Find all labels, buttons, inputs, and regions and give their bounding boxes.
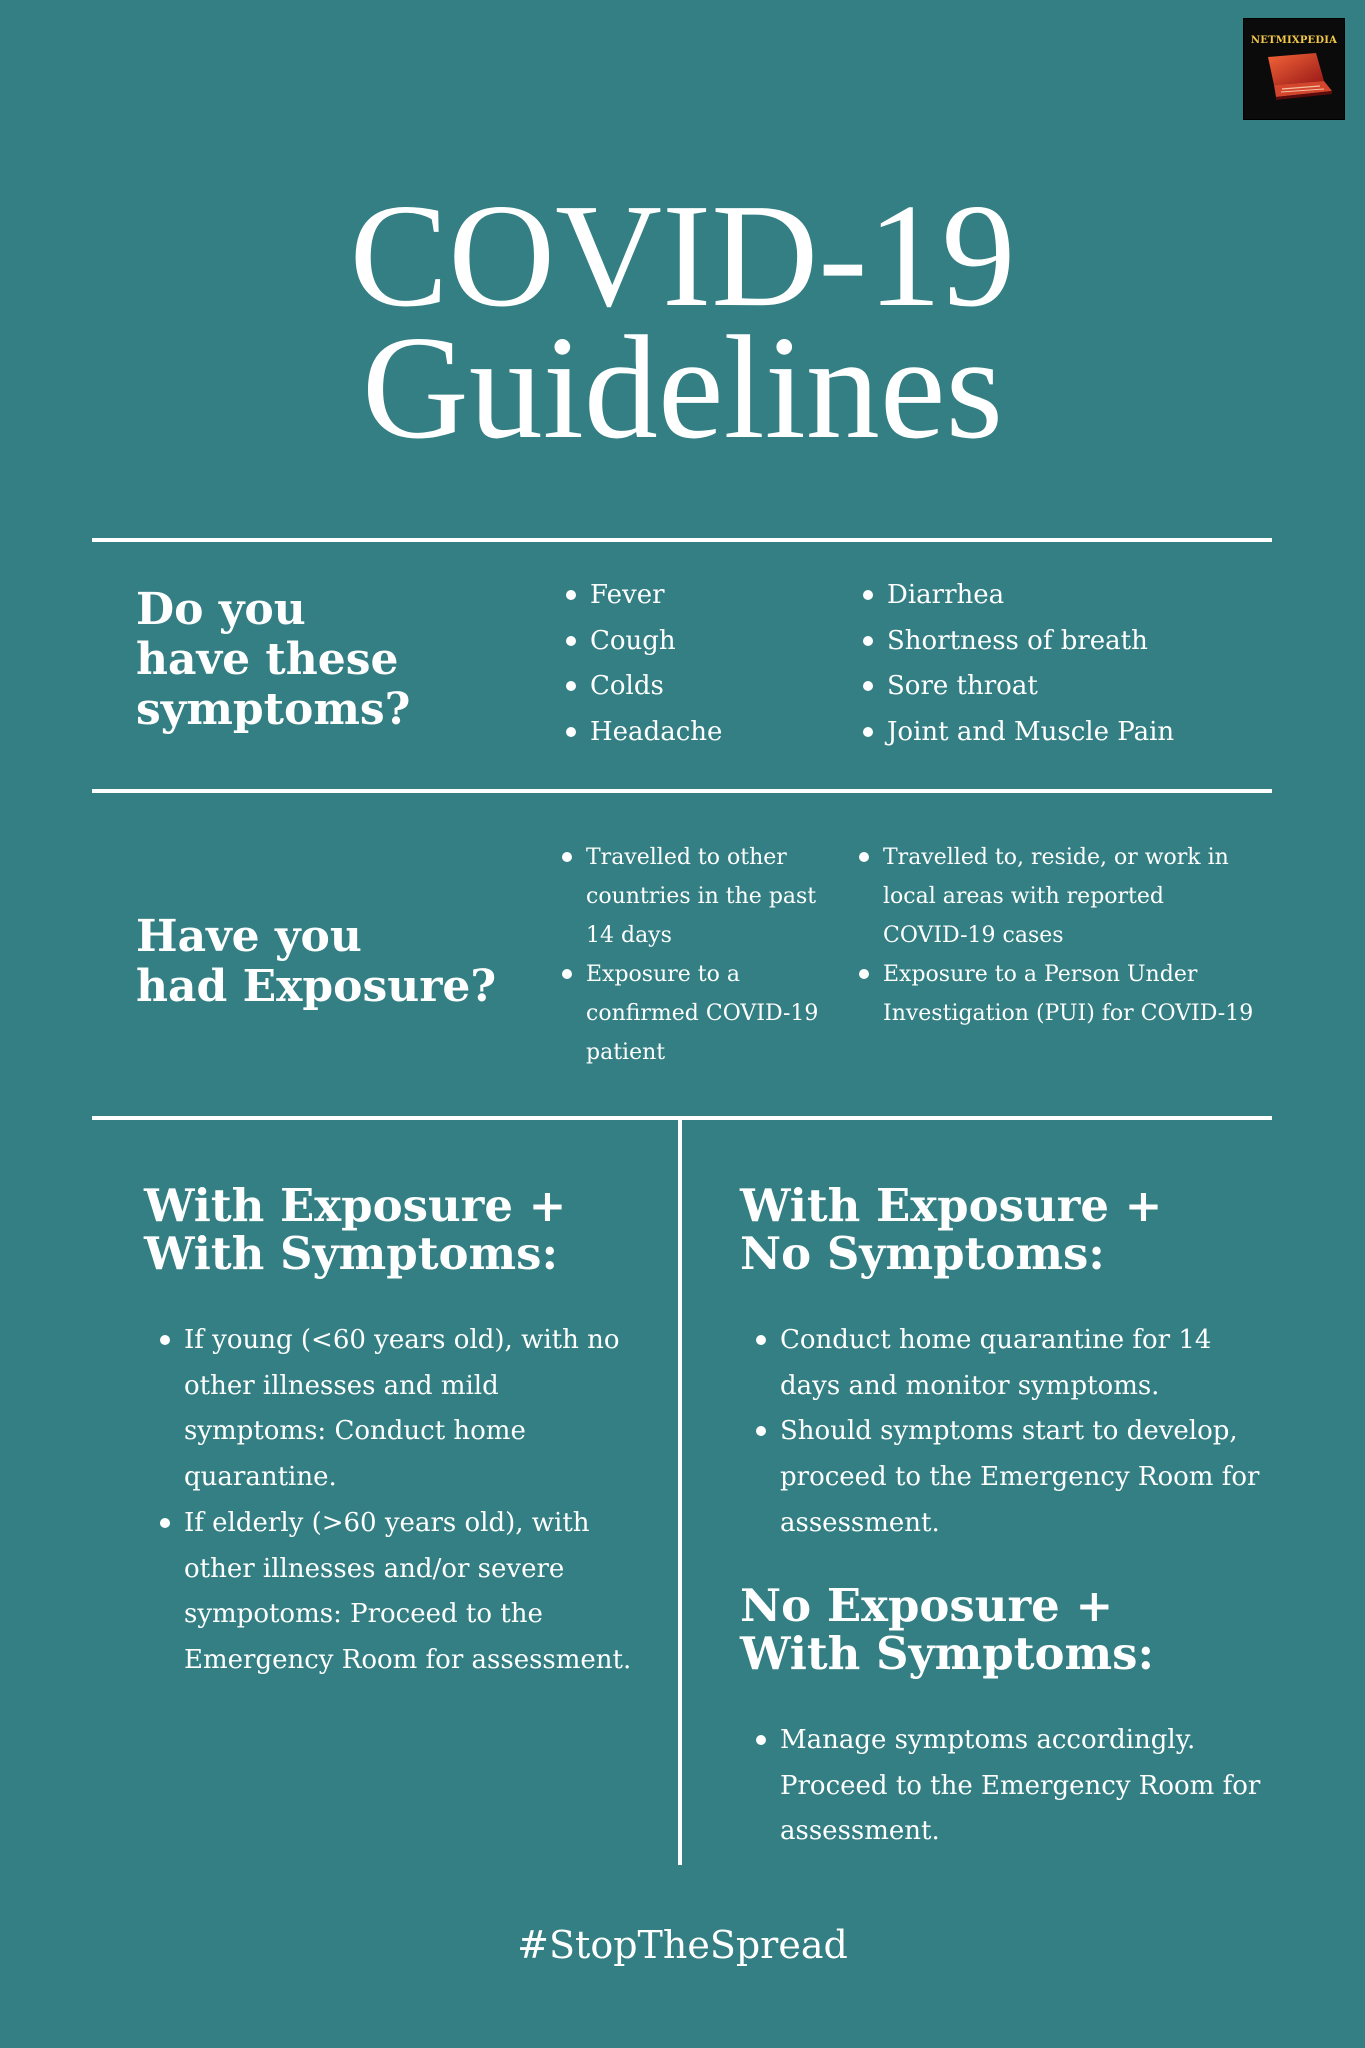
- with-exposure-no-symptoms-list: [754, 1318, 1259, 1547]
- advice-item: [158, 1501, 631, 1684]
- symptom-item: Colds: [564, 664, 722, 710]
- exposure-item-line: Exposure to a Person Under: [883, 962, 1198, 987]
- symptom-item: Shortness of breath: [861, 619, 1174, 665]
- exposure-item: [857, 955, 1253, 1033]
- exposure-item-line: Travelled to, reside, or work in: [883, 845, 1229, 870]
- divider-middle: [92, 789, 1272, 793]
- symptom-list-1: [564, 573, 722, 755]
- advice-line: Should symptoms start to develop,: [780, 1416, 1238, 1447]
- advice-line: other illnesses and mild: [184, 1370, 499, 1401]
- section-heading-line: No Symptoms:: [740, 1227, 1105, 1280]
- with-exposure-with-symptoms-list: [158, 1318, 631, 1684]
- section-heading-line: No Exposure +: [740, 1579, 1114, 1632]
- symptoms-question-line: have these: [136, 634, 399, 685]
- section-heading-line: With Exposure +: [144, 1179, 567, 1232]
- with-exposure-with-symptoms-heading: [144, 1179, 567, 1280]
- symptom-list-2: [861, 573, 1174, 755]
- divider-bottom: [92, 1116, 1272, 1120]
- symptom-item: Diarrhea: [861, 573, 1174, 619]
- advice-line: days and monitor symptoms.: [780, 1370, 1160, 1401]
- exposure-item: [560, 838, 818, 955]
- advice-line: Proceed to the Emergency Room for: [780, 1770, 1261, 1801]
- advice-line: symptoms: Conduct home: [184, 1416, 526, 1447]
- advice-item: [158, 1318, 631, 1501]
- symptom-item: Sore throat: [861, 664, 1174, 710]
- symptom-item: Headache: [564, 710, 722, 756]
- logo-text: NETMIXPEDIA: [1250, 35, 1338, 46]
- exposure-item-line: Investigation (PUI) for COVID-19: [883, 1001, 1254, 1026]
- advice-line: Manage symptoms accordingly.: [780, 1725, 1196, 1755]
- advice-line: If elderly (>60 years old), with: [184, 1507, 590, 1538]
- title-line-2: Guidelines: [361, 306, 1004, 470]
- advice-line: assessment.: [780, 1507, 940, 1538]
- no-exposure-with-symptoms-list: [754, 1718, 1260, 1855]
- exposure-item: [560, 955, 818, 1072]
- exposure-list-2: [857, 838, 1253, 1033]
- exposure-question-line: had Exposure?: [136, 961, 497, 1012]
- exposure-item-line: COVID-19 cases: [883, 923, 1064, 948]
- hashtag: #StopTheSpread: [517, 1923, 848, 1967]
- page-title: [0, 174, 1365, 470]
- divider-top: [92, 538, 1272, 542]
- symptoms-question-line: Do you: [136, 584, 306, 635]
- exposure-item-line: patient: [586, 1040, 666, 1065]
- exposure-item: [857, 838, 1253, 955]
- section-heading-line: With Symptoms:: [740, 1627, 1155, 1680]
- exposure-item-line: 14 days: [586, 923, 672, 948]
- netmixpedia-logo: [1243, 18, 1345, 120]
- advice-line: sympotoms: Proceed to the: [184, 1599, 543, 1630]
- exposure-question: [136, 912, 496, 1012]
- laptop-logo-icon: [1254, 51, 1336, 111]
- advice-line: Emergency Room for assessment.: [184, 1644, 632, 1675]
- advice-line: assessment.: [780, 1816, 940, 1847]
- exposure-item-line: Exposure to a: [586, 962, 740, 987]
- advice-item: [754, 1318, 1259, 1409]
- exposure-item-line: confirmed COVID-19: [586, 1001, 819, 1026]
- section-heading-line: With Exposure +: [740, 1179, 1163, 1232]
- advice-line: If young (<60 years old), with no: [184, 1325, 620, 1355]
- exposure-list-1: [560, 838, 818, 1072]
- symptom-item: Cough: [564, 619, 722, 665]
- section-heading-line: With Symptoms:: [144, 1227, 559, 1280]
- symptoms-question: [136, 585, 410, 735]
- no-exposure-with-symptoms-heading: [740, 1579, 1155, 1680]
- advice-item: [754, 1718, 1260, 1855]
- exposure-item-line: countries in the past: [586, 884, 817, 909]
- with-exposure-no-symptoms-heading: [740, 1179, 1163, 1280]
- advice-item: [754, 1409, 1259, 1546]
- advice-line: quarantine.: [184, 1462, 337, 1493]
- exposure-item-line: Travelled to other: [586, 845, 787, 870]
- advice-line: other illnesses and/or severe: [184, 1553, 565, 1584]
- title-line-1: COVID-19: [349, 174, 1016, 338]
- exposure-item-line: local areas with reported: [883, 884, 1164, 909]
- symptom-item: Fever: [564, 573, 722, 619]
- advice-line: Conduct home quarantine for 14: [780, 1325, 1212, 1355]
- column-divider: [678, 1120, 682, 1865]
- symptoms-question-line: symptoms?: [136, 684, 411, 735]
- advice-line: proceed to the Emergency Room for: [780, 1462, 1260, 1493]
- exposure-question-line: Have you: [136, 911, 362, 962]
- symptom-item: Joint and Muscle Pain: [861, 710, 1174, 756]
